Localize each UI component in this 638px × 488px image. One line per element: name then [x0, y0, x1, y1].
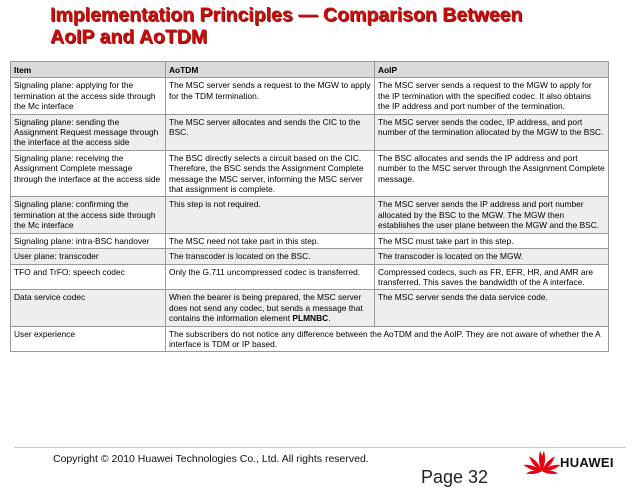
row-item: Signaling plane: receiving the Assignment Complete message through the interface at the access side: [11, 150, 166, 197]
row-aoip: The MSC must take part in this step.: [375, 233, 609, 248]
header-item: Item: [11, 62, 166, 78]
table-row: [11, 197, 609, 233]
row-aoip: The MSC server sends the IP address and port number allocated by the BSC to the MGW. The MGW then establishes the user plane between the MGW and the BSC.: [375, 197, 609, 233]
table-header-row: [11, 62, 609, 78]
row-aoip: The transcoder is located on the MGW.: [375, 249, 609, 264]
row-merged: The subscribers do not notice any difference between the AoTDM and the AoIP. They are not aware of whether the A interface is TDM or IP based.: [166, 326, 609, 352]
row-aoip: The MSC server sends a request to the MGW to apply for the IP termination with the specified codec. It also obtains the IP address and port number of the termination.: [375, 78, 609, 114]
row-aotdm: The MSC server sends a request to the MGW to apply for the TDM termination.: [166, 78, 375, 114]
header-aotdm: AoTDM: [166, 62, 375, 78]
page-title: [50, 4, 610, 48]
row-item: Signaling plane: confirming the termination at the access side through the Mc interface: [11, 197, 166, 233]
table-row: [11, 78, 609, 114]
row-aoip: The MSC server sends the codec, IP address, and port number of the termination allocated by the MGW to the BSC.: [375, 114, 609, 150]
row-aotdm-text: When the bearer is being prepared, the MSC server does not send any codec, but sends a message that contains the information element: [169, 292, 363, 324]
table-row: [11, 264, 609, 290]
row-aotdm: The MSC server allocates and sends the CIC to the BSC.: [166, 114, 375, 150]
row-item: Signaling plane: sending the Assignment Request message through the interface at the access side: [11, 114, 166, 150]
row-aoip: Compressed codecs, such as FR, EFR, HR, and AMR are transferred. This saves the bandwidth of the A interface.: [375, 264, 609, 290]
page-title-line2: AoIP and AoTDM: [50, 26, 208, 48]
row-item: Signaling plane: intra-BSC handover: [11, 233, 166, 248]
row-item: User experience: [11, 326, 166, 352]
table-row: [11, 114, 609, 150]
page-number: Page 32: [421, 467, 489, 487]
table-row: [11, 233, 609, 248]
table-row: [11, 290, 609, 326]
header-aoip: AoIP: [375, 62, 609, 78]
table-row: [11, 326, 609, 352]
row-aotdm: The transcoder is located on the BSC.: [166, 249, 375, 264]
row-item: User plane: transcoder: [11, 249, 166, 264]
row-aotdm: [166, 290, 375, 326]
row-aotdm: Only the G.711 uncompressed codec is transferred.: [166, 264, 375, 290]
row-aotdm: This step is not required.: [166, 197, 375, 233]
row-aotdm: The BSC directly selects a circuit based on the CIC. Therefore, the BSC sends the Assignment Complete message the MSC server, informing the MSC server that assignment is complete.: [166, 150, 375, 197]
page-title-line1: Implementation Principles — Comparison Between: [50, 4, 523, 26]
row-aoip: The MSC server sends the data service code.: [375, 290, 609, 326]
logo-wordmark: HUAWEI: [560, 455, 614, 470]
comparison-table: [10, 61, 609, 352]
row-aotdm-tail: .: [328, 313, 331, 324]
row-aotdm: The MSC need not take part in this step.: [166, 233, 375, 248]
row-item: Signaling plane: applying for the termination at the access side through the Mc interface: [11, 78, 166, 114]
row-aoip: The BSC allocates and sends the IP address and port number to the MSC server through the Assignment Complete message.: [375, 150, 609, 197]
plmnbc-term: PLMNBC: [292, 313, 329, 324]
row-item: TFO and TrFO: speech codec: [11, 264, 166, 290]
row-item: Data service codec: [11, 290, 166, 326]
table-row: [11, 150, 609, 197]
table-row: [11, 249, 609, 264]
copyright-text: Copyright © 2010 Huawei Technologies Co., Ltd. All rights reserved.: [53, 453, 369, 465]
